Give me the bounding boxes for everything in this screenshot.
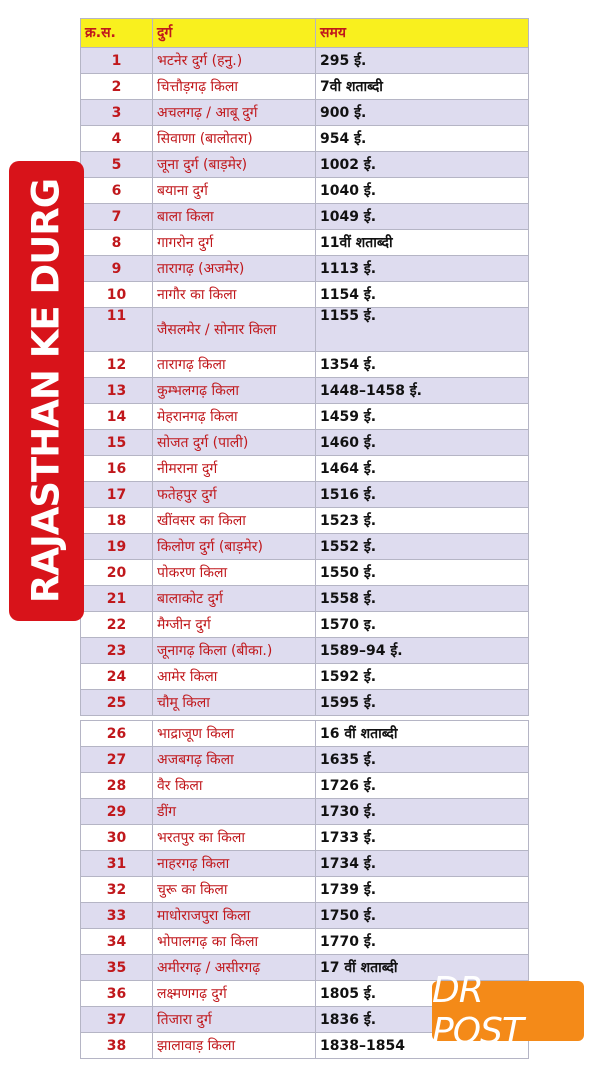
fort-name: बालाकोट दुर्ग <box>153 586 316 612</box>
fort-name: बयाना दुर्ग <box>153 178 316 204</box>
serial-number: 7 <box>81 204 153 230</box>
fort-name: फतेहपुर दुर्ग <box>153 482 316 508</box>
table-row <box>81 877 529 903</box>
serial-number: 21 <box>81 586 153 612</box>
serial-number: 3 <box>81 100 153 126</box>
fort-time: 1592 ई. <box>316 664 529 690</box>
fort-time: 295 ई. <box>316 48 529 74</box>
fort-time: 1002 ई. <box>316 152 529 178</box>
fort-time: 1550 ई. <box>316 560 529 586</box>
fort-name: झालावाड़ किला <box>153 1033 316 1059</box>
table-row <box>81 534 529 560</box>
fort-time: 7वी शताब्दी <box>316 74 529 100</box>
fort-name: नागौर का किला <box>153 282 316 308</box>
table-row <box>81 48 529 74</box>
fort-time: 1516 ई. <box>316 482 529 508</box>
fort-time: 1750 ई. <box>316 903 529 929</box>
side-banner-text: RAJASTHAN KE DURG <box>24 178 68 604</box>
serial-number: 25 <box>81 690 153 716</box>
table-row <box>81 664 529 690</box>
table-row <box>81 256 529 282</box>
serial-number: 20 <box>81 560 153 586</box>
serial-number: 27 <box>81 747 153 773</box>
fort-time: 1464 ई. <box>316 456 529 482</box>
fort-name: माधोराजपुरा किला <box>153 903 316 929</box>
table-row <box>81 378 529 404</box>
fort-time: 1049 ई. <box>316 204 529 230</box>
fort-time: 1589–94 ई. <box>316 638 529 664</box>
serial-number: 5 <box>81 152 153 178</box>
fort-name: मैग्जीन दुर्ग <box>153 612 316 638</box>
serial-number: 13 <box>81 378 153 404</box>
fort-name: भटनेर दुर्ग (हनु.) <box>153 48 316 74</box>
serial-number: 30 <box>81 825 153 851</box>
header-time: समय <box>316 19 529 48</box>
fort-time: 11वीं शताब्दी <box>316 230 529 256</box>
serial-number: 10 <box>81 282 153 308</box>
table-row <box>81 74 529 100</box>
fort-name: अचलगढ़ / आबू दुर्ग <box>153 100 316 126</box>
serial-number: 9 <box>81 256 153 282</box>
table-row <box>81 747 529 773</box>
serial-number: 12 <box>81 352 153 378</box>
fort-name: पोकरण किला <box>153 560 316 586</box>
fort-time: 1733 ई. <box>316 825 529 851</box>
serial-number: 19 <box>81 534 153 560</box>
serial-number: 15 <box>81 430 153 456</box>
serial-number: 26 <box>81 721 153 747</box>
fort-time: 1552 ई. <box>316 534 529 560</box>
table-row <box>81 508 529 534</box>
serial-number: 23 <box>81 638 153 664</box>
fort-name: गागरोन दुर्ग <box>153 230 316 256</box>
table-row <box>81 126 529 152</box>
table-row <box>81 352 529 378</box>
fort-time: 1570 इ. <box>316 612 529 638</box>
table-row <box>81 204 529 230</box>
header-fort: दुर्ग <box>153 19 316 48</box>
serial-number: 35 <box>81 955 153 981</box>
table-row <box>81 100 529 126</box>
fort-name: चौमू किला <box>153 690 316 716</box>
table-row <box>81 903 529 929</box>
serial-number: 14 <box>81 404 153 430</box>
fort-time: 1040 ई. <box>316 178 529 204</box>
fort-name: किलोण दुर्ग (बाड़मेर) <box>153 534 316 560</box>
fort-name: सिवाणा (बालोतरा) <box>153 126 316 152</box>
serial-number: 33 <box>81 903 153 929</box>
table-row <box>81 773 529 799</box>
fort-time: 1726 ई. <box>316 773 529 799</box>
fort-name: वैर किला <box>153 773 316 799</box>
forts-table-part-1 <box>80 18 529 716</box>
fort-time: 1155 ई. <box>316 308 529 352</box>
table-row <box>81 230 529 256</box>
fort-name: भोपालगढ़ का किला <box>153 929 316 955</box>
serial-number: 28 <box>81 773 153 799</box>
serial-number: 8 <box>81 230 153 256</box>
table-row <box>81 456 529 482</box>
fort-time: 1154 ई. <box>316 282 529 308</box>
fort-name: जूना दुर्ग (बाड़मेर) <box>153 152 316 178</box>
fort-name: जैसलमेर / सोनार किला <box>153 308 316 352</box>
serial-number: 1 <box>81 48 153 74</box>
serial-number: 4 <box>81 126 153 152</box>
serial-number: 38 <box>81 1033 153 1059</box>
serial-number: 11 <box>81 308 153 352</box>
fort-time: 1836 ई. <box>316 1007 529 1033</box>
fort-time: 1730 ई. <box>316 799 529 825</box>
fort-time: 1595 ई. <box>316 690 529 716</box>
table-row <box>81 586 529 612</box>
fort-name: भाद्राजूण किला <box>153 721 316 747</box>
fort-name: जूनागढ़ किला (बीका.) <box>153 638 316 664</box>
fort-time: 900 ई. <box>316 100 529 126</box>
fort-name: भरतपुर का किला <box>153 825 316 851</box>
serial-number: 29 <box>81 799 153 825</box>
table-row <box>81 690 529 716</box>
fort-name: चित्तौड़गढ़ किला <box>153 74 316 100</box>
dr-post-logo <box>432 970 584 1052</box>
fort-time: 1459 ई. <box>316 404 529 430</box>
fort-name: बाला किला <box>153 204 316 230</box>
table-row <box>81 612 529 638</box>
serial-number: 34 <box>81 929 153 955</box>
fort-time: 1354 ई. <box>316 352 529 378</box>
fort-name: आमेर किला <box>153 664 316 690</box>
table-row <box>81 851 529 877</box>
fort-name: लक्ष्मणगढ़ दुर्ग <box>153 981 316 1007</box>
table-row <box>81 308 529 352</box>
table-header-row <box>81 19 529 48</box>
serial-number: 17 <box>81 482 153 508</box>
serial-number: 36 <box>81 981 153 1007</box>
serial-number: 32 <box>81 877 153 903</box>
serial-number: 22 <box>81 612 153 638</box>
serial-number: 24 <box>81 664 153 690</box>
fort-name: तिजारा दुर्ग <box>153 1007 316 1033</box>
table-row <box>81 825 529 851</box>
serial-number: 37 <box>81 1007 153 1033</box>
table-row <box>81 282 529 308</box>
fort-name: कुम्भलगढ़ किला <box>153 378 316 404</box>
table-row <box>81 929 529 955</box>
table-row <box>81 721 529 747</box>
serial-number: 18 <box>81 508 153 534</box>
table-row <box>81 178 529 204</box>
fort-time: 1805 ई. <box>316 981 529 1007</box>
table-row <box>81 799 529 825</box>
fort-name: सोजत दुर्ग (पाली) <box>153 430 316 456</box>
table-row <box>81 482 529 508</box>
fort-time: 1739 ई. <box>316 877 529 903</box>
fort-name: खींवसर का किला <box>153 508 316 534</box>
serial-number: 16 <box>81 456 153 482</box>
fort-name: नाहरगढ़ किला <box>153 851 316 877</box>
serial-number: 6 <box>81 178 153 204</box>
serial-number: 2 <box>81 74 153 100</box>
fort-time: 1734 ई. <box>316 851 529 877</box>
fort-name: अजबगढ़ किला <box>153 747 316 773</box>
table-row <box>81 404 529 430</box>
fort-name: मेहरानगढ़ किला <box>153 404 316 430</box>
fort-time: 16 वीं शताब्दी <box>316 721 529 747</box>
table-row <box>81 430 529 456</box>
fort-time: 1460 ई. <box>316 430 529 456</box>
fort-time: 1523 ई. <box>316 508 529 534</box>
table-row <box>81 638 529 664</box>
logo-text: DR POST <box>432 970 523 1052</box>
fort-name: अमीरगढ़ / असीरगढ़ <box>153 955 316 981</box>
table-row <box>81 560 529 586</box>
fort-name: तारागढ़ किला <box>153 352 316 378</box>
fort-time: 954 ई. <box>316 126 529 152</box>
fort-time: 1838–1854 <box>316 1033 529 1059</box>
fort-time: 17 वीं शताब्दी <box>316 955 529 981</box>
fort-name: तारागढ़ (अजमेर) <box>153 256 316 282</box>
fort-name: चुरू का किला <box>153 877 316 903</box>
fort-time: 1448–1458 ई. <box>316 378 529 404</box>
fort-time: 1113 ई. <box>316 256 529 282</box>
fort-name: डींग <box>153 799 316 825</box>
header-serial: क्र.स. <box>81 19 153 48</box>
fort-name: नीमराना दुर्ग <box>153 456 316 482</box>
fort-time: 1770 ई. <box>316 929 529 955</box>
fort-time: 1635 ई. <box>316 747 529 773</box>
serial-number: 31 <box>81 851 153 877</box>
fort-time: 1558 ई. <box>316 586 529 612</box>
table-row <box>81 152 529 178</box>
